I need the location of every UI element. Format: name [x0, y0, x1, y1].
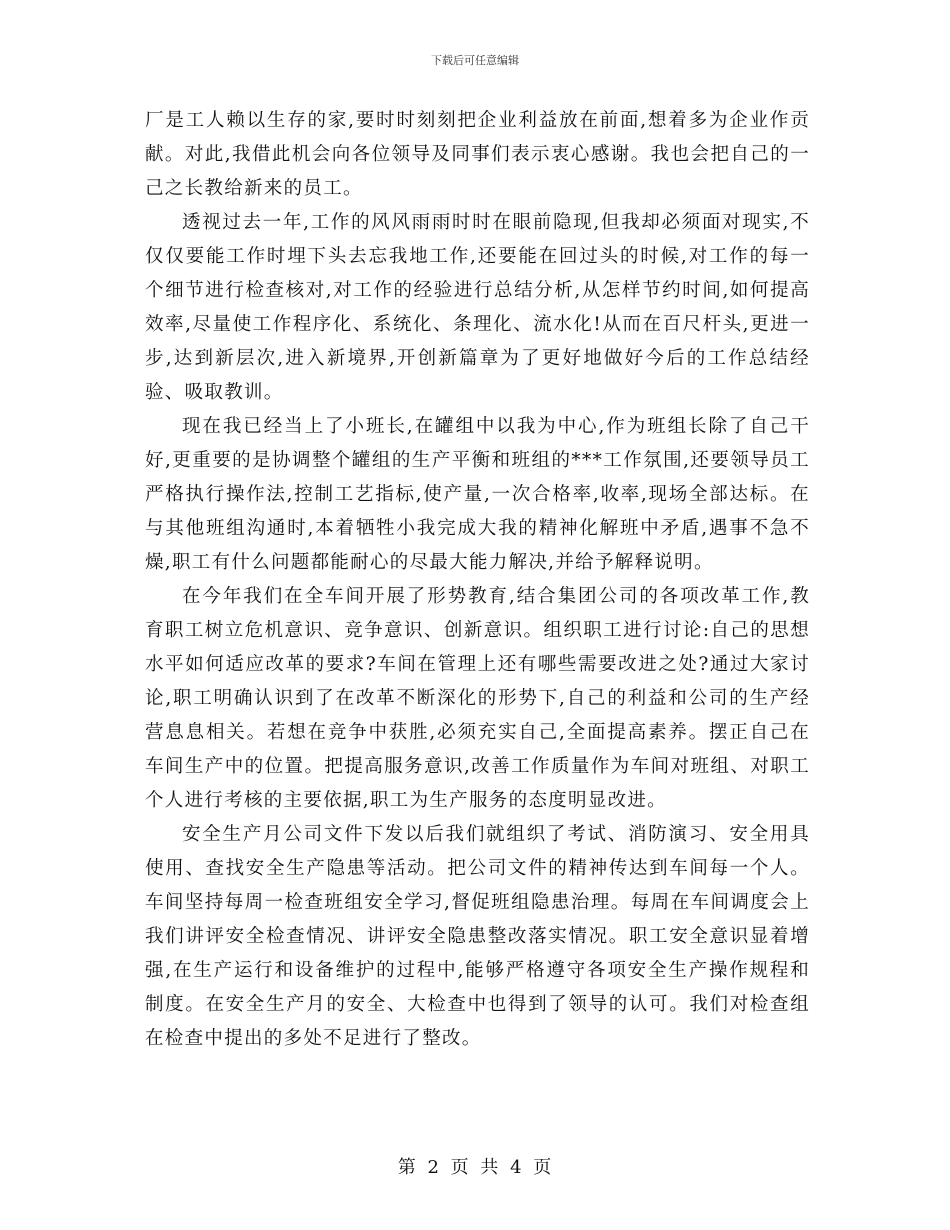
paragraph-5: 安全生产月公司文件下发以后我们就组织了考试、消防演习、安全用具使用、查找安全生产隐患等活动。把公司文件的精神传达到车间每一个人。车间坚持每周一检查班组安全学习,督促班组隐患治理。每周在车间调度会上我们讲评安全检查情况、讲评安全隐患整改落实情况。职工安全意识显着增强,在生产运行和设备维护的过程中,能够严格遵守各项安全生产操作规程和制度。在安全生产月的安全、大检查中也得到了领导的认可。我们对检查组在检查中提出的多处不足进行了整改。 — [145, 824, 810, 1049]
current-page-number: 2 — [427, 1157, 440, 1178]
footer-total-word: 共 — [480, 1157, 500, 1178]
paragraph-3: 现在我已经当上了小班长,在罐组中以我为中心,作为班组长除了自己干好,更重要的是协调整个罐组的生产平衡和班组的***工作氛围,还要领导员工严格执行操作法,控制工艺指标,使产量,一次合格率,收率,现场全部达标。在与其他班组沟通时,本着牺牲小我完成大我的精神化解班中矛盾,遇事不急不燥,职工有什么问题都能耐心的尽最大能力解决,并给予解释说明。 — [145, 416, 810, 573]
page-footer — [0, 1153, 950, 1179]
footer-page-word: 页 — [450, 1157, 470, 1178]
paragraph-2: 透视过去一年,工作的风风雨雨时时在眼前隐现,但我却必须面对现实,不仅仅要能工作时埋下头去忘我地工作,还要能在回过头的时候,对工作的每一个细节进行检查核对,对工作的经验进行总结分析,从怎样节约时间,如何提高效率,尽量使工作程序化、系统化、条理化、流水化!从而在百尺杆头,更进一步,达到新层次,进入新境界,开创新篇章为了更好地做好今后的工作总结经验、吸取教训。 — [145, 212, 810, 403]
page-header: 下载后可任意编辑 — [431, 54, 519, 67]
total-pages-number: 4 — [510, 1157, 523, 1178]
document-body — [145, 104, 810, 1056]
footer-prefix: 第 — [397, 1157, 417, 1178]
paragraph-4: 在今年我们在全车间开展了形势教育,结合集团公司的各项改革工作,教育职工树立危机意识、竞争意识、创新意识。组织职工进行讨论:自己的思想水平如何适应改革的要求?车间在管理上还有哪些需要改进之处?通过大家讨论,职工明确认识到了在改革不断深化的形势下,自己的利益和公司的生产经营息息相关。若想在竞争中获胜,必须充实自己,全面提高素养。摆正自己在车间生产中的位置。把提高服务意识,改善工作质量作为车间对班组、对职工个人进行考核的主要依据,职工为生产服务的态度明显改进。 — [145, 586, 810, 811]
paragraph-1: 厂是工人赖以生存的家,要时时刻刻把企业利益放在前面,想着多为企业作贡献。对此,我借此机会向各位领导及同事们表示衷心感谢。我也会把自己的一己之长教给新来的员工。 — [145, 110, 810, 199]
footer-suffix: 页 — [533, 1157, 553, 1178]
